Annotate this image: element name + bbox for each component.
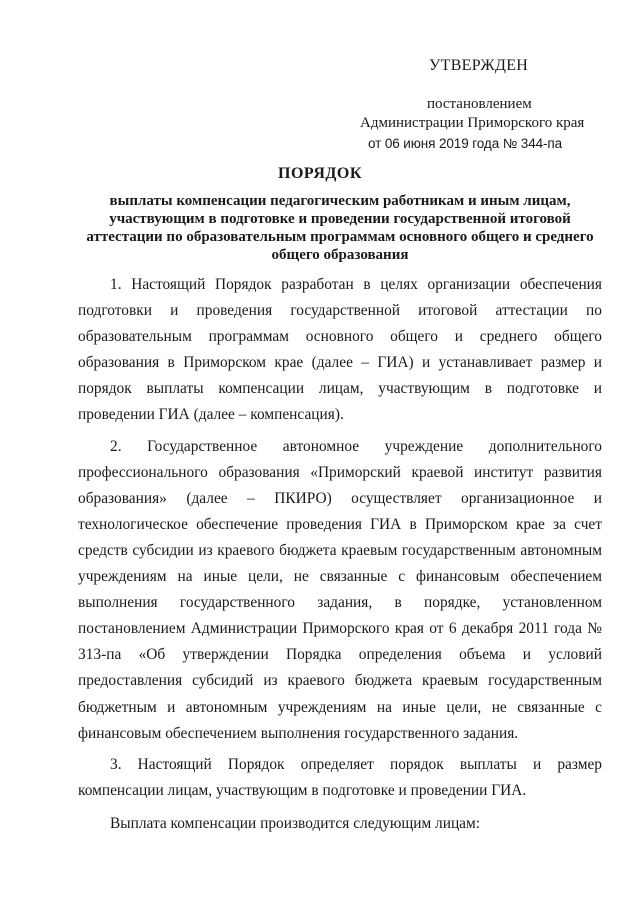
document-heading: выплаты компенсации педагогическим работникам и иным лицам, участвующим в подготовке и проведении государственной итоговой аттестации по образовательным программам основного общего и среднего общего образования: [86, 193, 594, 263]
approval-stamp: УТВЕРЖДЕН: [429, 57, 529, 74]
decree-reference: [330, 95, 590, 153]
decree-line-2: Администрации Приморского края: [360, 115, 585, 131]
paragraph-1: 1. Настоящий Порядок разработан в целях организации обеспечения подготовки и проведения государственной итоговой аттестации по образовательным программам основного общего и среднего общего образования в Приморском крае (далее – ГИА) и устанавливает размер и порядок выплаты компенсации лицам, участвующим в подготовке и проведении ГИА (далее – компенсация).: [78, 276, 602, 424]
paragraph-2: 2. Государственное автономное учреждение дополнительного профессионального образования «Приморский краевой институт развития образования» (далее – ПКИРО) осуществляет организационное и технологическое обеспечение проведения ГИА в Приморском крае за счет средств субсидии из краевого бюджета краевым государственным автономным учреждениям на иные цели, не связанные с финансовым обеспечением выполнения государственного задания, в порядке, установленном постановлением Администрации Приморского края от 6 декабря 2011 года № 313-па «Об утверждении Порядка определения объема и условий предоставления субсидий из краевого бюджета краевым государственным бюджетным и автономным учреждениям на иные цели, не связанные с финансовым обеспечением выполнения государственного задания.: [78, 437, 602, 742]
document-body: [78, 272, 602, 837]
decree-line-1: постановлением: [427, 96, 532, 112]
paragraph-4: Выплата компенсации производится следующим лицам:: [110, 814, 481, 832]
document-title: ПОРЯДОК: [278, 165, 362, 182]
decree-date-number: от 06 июня 2019 года № 344-па: [368, 136, 563, 151]
paragraph-3: 3. Настоящий Порядок определяет порядок выплаты и размер компенсации лицам, участвующим в подготовке и проведении ГИА.: [78, 755, 602, 799]
